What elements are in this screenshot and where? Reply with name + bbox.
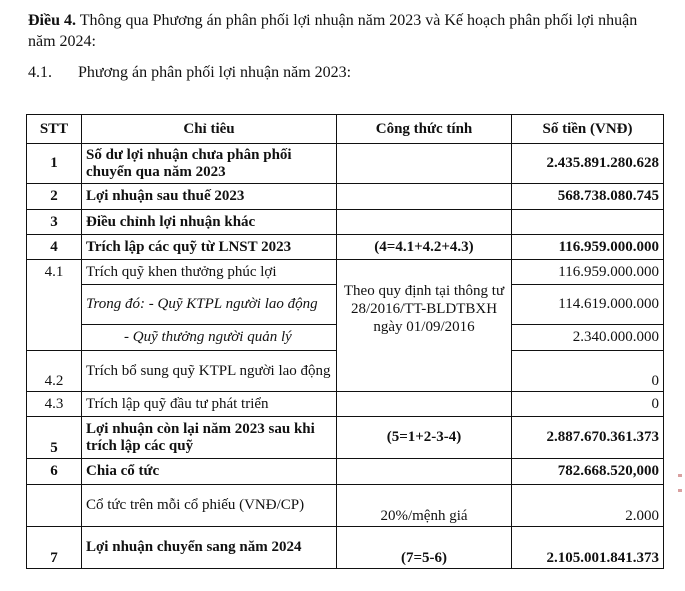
cell-chi-tieu: Trích lập các quỹ từ LNST 2023 (82, 235, 337, 260)
scan-mark (678, 489, 682, 492)
cell-so-tien: 2.105.001.841.373 (512, 527, 664, 569)
cell-stt: 3 (27, 210, 82, 235)
cell-chi-tieu: Cổ tức trên mỗi cổ phiếu (VNĐ/CP) (82, 485, 337, 527)
cell-chi-tieu: Lợi nhuận chuyển sang năm 2024 (82, 527, 337, 569)
cell-stt: 7 (27, 527, 82, 569)
header-cong-thuc: Công thức tính (337, 115, 512, 144)
cell-stt: 5 (27, 417, 82, 459)
cell-cong-thuc (337, 459, 512, 485)
table-row (27, 144, 664, 184)
cell-so-tien: 2.340.000.000 (512, 325, 664, 351)
cell-chi-tieu: Trích lập quỹ đầu tư phát triển (82, 392, 337, 417)
cell-cong-thuc: (5=1+2-3-4) (337, 417, 512, 459)
header-so-tien: Số tiền (VNĐ) (512, 115, 664, 144)
cell-stt: 6 (27, 459, 82, 485)
table-row (27, 235, 664, 260)
cell-stt: 4.2 (27, 351, 82, 392)
cell-stt: 4 (27, 235, 82, 260)
cell-chi-tieu: Điều chỉnh lợi nhuận khác (82, 210, 337, 235)
section-number: 4.1. (28, 64, 52, 81)
cell-chi-tieu: Trong đó: - Quỹ KTPL người lao động (82, 285, 337, 325)
cell-so-tien: 2.887.670.361.373 (512, 417, 664, 459)
article-title: Thông qua Phương án phân phối lợi nhuận năm 2023 và Kế hoạch phân phối lợi nhuận năm 2024: (28, 12, 638, 50)
cell-so-tien: 0 (512, 351, 664, 392)
cell-so-tien: 116.959.000.000 (512, 260, 664, 285)
cell-chi-tieu: Trích bổ sung quỹ KTPL người lao động (82, 351, 337, 392)
cell-cong-thuc (337, 144, 512, 184)
profit-distribution-table (26, 114, 664, 569)
cell-chi-tieu: Lợi nhuận sau thuế 2023 (82, 184, 337, 210)
table-row (27, 485, 664, 527)
table-row (27, 184, 664, 210)
table-row (27, 459, 664, 485)
table-header-row (27, 115, 664, 144)
cell-cong-thuc: (7=5-6) (337, 527, 512, 569)
cell-so-tien: 116.959.000.000 (512, 235, 664, 260)
cell-stt: 4.3 (27, 392, 82, 417)
table-row (27, 260, 664, 285)
cell-so-tien (512, 210, 664, 235)
article-number: Điều 4. (28, 12, 76, 29)
table-row (27, 210, 664, 235)
scan-mark (678, 474, 682, 477)
cell-cong-thuc (337, 392, 512, 417)
table-row (27, 527, 664, 569)
cell-chi-tieu: - Quỹ thưởng người quản lý (82, 325, 337, 351)
cell-so-tien: 2.435.891.280.628 (512, 144, 664, 184)
cell-chi-tieu: Trích quỹ khen thưởng phúc lợi (82, 260, 337, 285)
cell-stt: 2 (27, 184, 82, 210)
article-heading (28, 10, 668, 52)
header-chi-tieu: Chỉ tiêu (82, 115, 337, 144)
cell-so-tien: 568.738.080.745 (512, 184, 664, 210)
cell-stt: 1 (27, 144, 82, 184)
cell-so-tien: 114.619.000.000 (512, 285, 664, 325)
section-heading (28, 63, 351, 83)
table-row (27, 392, 664, 417)
table-row (27, 417, 664, 459)
cell-so-tien: 782.668.520,000 (512, 459, 664, 485)
cell-so-tien: 2.000 (512, 485, 664, 527)
cell-chi-tieu: Lợi nhuận còn lại năm 2023 sau khi trích lập các quỹ (82, 417, 337, 459)
cell-cong-thuc: (4=4.1+4.2+4.3) (337, 235, 512, 260)
cell-stt: 4.1 (27, 260, 82, 351)
cell-cong-thuc: 20%/mệnh giá (337, 485, 512, 527)
cell-so-tien: 0 (512, 392, 664, 417)
cell-cong-thuc (337, 210, 512, 235)
cell-stt (27, 485, 82, 527)
section-title: Phương án phân phối lợi nhuận năm 2023: (78, 64, 352, 81)
cell-chi-tieu: Chia cổ tức (82, 459, 337, 485)
header-stt: STT (27, 115, 82, 144)
cell-cong-thuc-merged: Theo quy định tại thông tư 28/2016/TT-BLDTBXH ngày 01/09/2016 (337, 260, 512, 392)
cell-chi-tieu: Số dư lợi nhuận chưa phân phối chuyển qua năm 2023 (82, 144, 337, 184)
cell-cong-thuc (337, 184, 512, 210)
